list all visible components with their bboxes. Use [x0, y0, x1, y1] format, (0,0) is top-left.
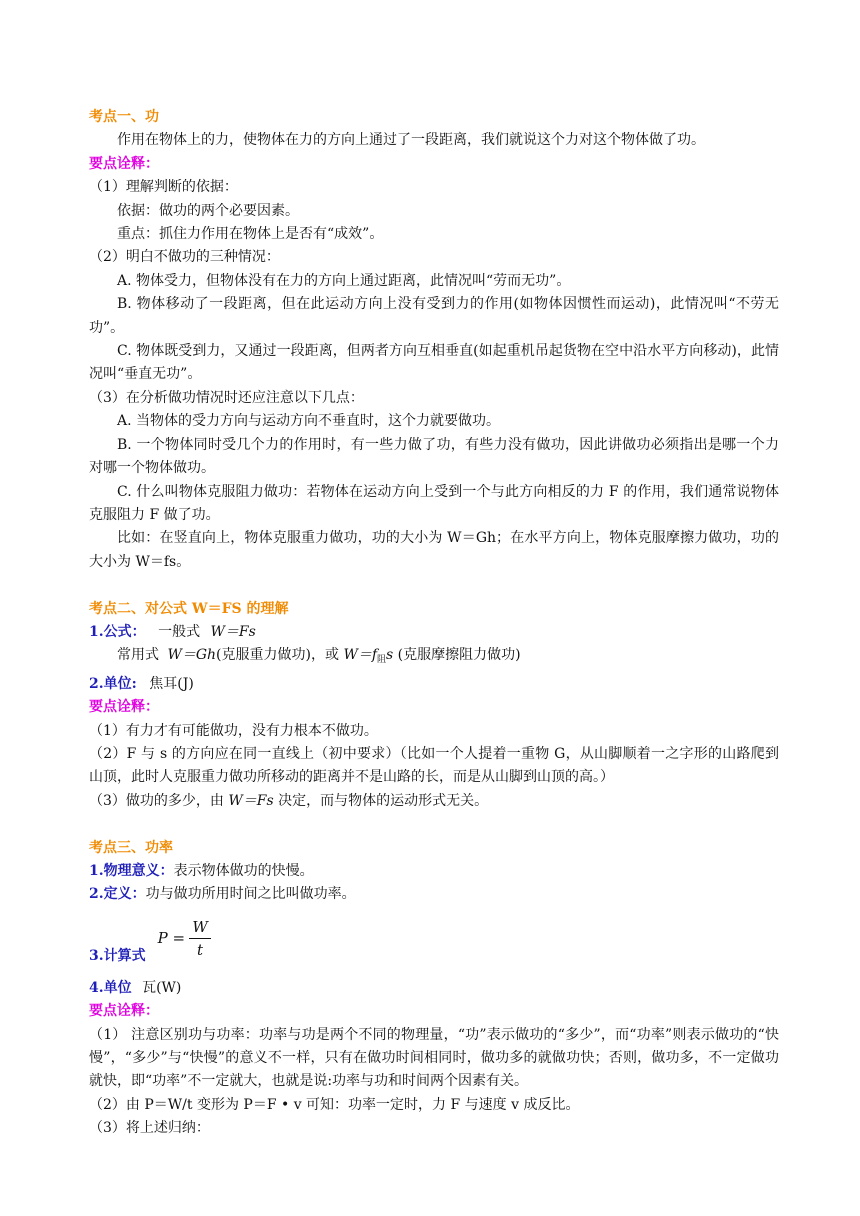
formula-fs-s: s — [386, 647, 394, 664]
formula-gh: W＝Gh — [167, 647, 217, 664]
key-points-label-3: 要点诠释： — [89, 1003, 159, 1020]
section-title-power: 考点三、功率 — [89, 839, 173, 856]
formula-fs-sub: 阻 — [377, 655, 387, 666]
formula-gh-note: (克服重力做功)，或 — [216, 647, 339, 664]
power-formula — [158, 918, 211, 959]
point-1: （1）理解判断的依据： — [89, 179, 238, 196]
key-points-label-2: 要点诠释： — [89, 699, 159, 716]
formula-label: 1.公式： — [89, 623, 146, 640]
formula-point-3-c: 决定，而与物体的运动形式无关。 — [278, 792, 489, 809]
formula-point-3 — [89, 790, 779, 813]
formula-fs: W＝f — [343, 647, 378, 664]
formula-fs-note: (克服摩擦阻力做功) — [393, 647, 521, 664]
point-3b: B. 一个物体同时受几个力的作用时，有一些力做了功，有些力没有做功，因此讲做功必须指出是哪一个力对哪一个物体做功。 — [89, 436, 779, 477]
formula-point-2: （2）F 与 s 的方向应在同一直线上（初中要求）（比如一个人提着一重物 G，从山脚顺着一之字形的山路爬到山顶，此时人克服重力做功所移动的距离并不是山路的长，而是从山脚到山顶的高。） — [89, 745, 779, 786]
formula-point-1: （1）有力才有可能做功，没有力根本不做功。 — [89, 722, 378, 739]
power-formula-lhs: P = — [157, 929, 186, 948]
document-page — [89, 106, 779, 1141]
power-point-2: （2）由 P＝W/t 变形为 P＝F • v 可知：功率一定时，力 F 与速度 v 成反比。 — [89, 1096, 580, 1113]
key-points-label: 要点诠释： — [89, 155, 159, 172]
point-1a: 依据：做功的两个必要因素。 — [117, 202, 299, 219]
point-3: （3）在分析做功情况时还应注意以下几点： — [89, 389, 364, 406]
point-2: （2）明白不做功的三种情况： — [89, 249, 280, 266]
point-3c: C. 什么叫物体克服阻力做功：若物体在运动方向上受到一个与此方向相反的力 F 的作用，我们通常说物体克服阻力 F 做了功。 — [89, 483, 779, 523]
meaning-line — [89, 860, 779, 883]
formula-general-line — [89, 621, 779, 644]
formula-general: W＝Fs — [210, 623, 256, 640]
point-3a: A. 当物体的受力方向与运动方向不垂直时，这个力就要做功。 — [117, 413, 501, 430]
formula-point-3-a: （3）做功的多少，由 — [89, 792, 224, 809]
power-fraction-denominator: t — [197, 940, 204, 959]
section-title-work: 考点一、功 — [89, 109, 159, 125]
point-2a: A. 物体受力，但物体没有在力的方向上通过距离，此情况叫“劳而无功”。 — [117, 272, 571, 289]
calc-label: 3.计算式 — [89, 948, 146, 965]
definition-label: 2.定义： — [89, 886, 146, 903]
unit-line — [89, 673, 779, 696]
power-point-3: （3）将上述归纳： — [89, 1120, 210, 1137]
point-2c: C. 物体既受到力，又通过一段距离，但两者方向互相垂直(如起重机吊起货物在空中沿水平方向移动)，此情况叫“垂直无功”。 — [89, 343, 779, 383]
definition-line — [89, 883, 779, 906]
formula-common-line — [89, 644, 779, 672]
calc-formula-row — [89, 907, 779, 969]
point-2b: B. 物体移动了一段距离，但在此运动方向上没有受到力的作用(如物体因惯性而运动)，此情况叫“不劳无功”。 — [89, 296, 779, 336]
fraction-bar — [189, 938, 211, 939]
power-fraction-numerator: W — [192, 917, 208, 936]
power-fraction — [189, 918, 211, 959]
point-1b: 重点：抓住力作用在物体上是否有“成效”。 — [117, 226, 384, 243]
point-3d: 比如：在竖直向上，物体克服重力做功，功的大小为 W＝Gh；在水平方向上，物体克服摩擦力做功，功的大小为 W＝fs。 — [89, 530, 779, 570]
unit-value: 焦耳(J) — [149, 675, 194, 692]
work-definition: 作用在物体上的力，使物体在力的方向上通过了一段距离，我们就说这个力对这个物体做了功。 — [117, 132, 705, 149]
power-unit-label: 4.单位 — [89, 979, 132, 996]
section-title-formula: 考点二、对公式 W＝FS 的理解 — [89, 600, 289, 617]
definition-value: 功与做功所用时间之比叫做功率。 — [145, 886, 356, 903]
power-unit-line — [89, 977, 779, 1000]
power-unit-value: 瓦(W) — [142, 979, 182, 996]
formula-general-prefix: 一般式 — [158, 623, 201, 640]
power-point-1: （1） 注意区别功与功率：功率与功是两个不同的物理量，“功”表示做功的“多少”，而“功率”则表示做功的“快慢”，“多少”与“快慢”的意义不一样，只有在做功时间相同时，做功多的就做功快；否则，做功多，不一定做功就快，即“功率”不一定就大，也就是说:功率与功和时间两个因素有关。 — [89, 1026, 779, 1090]
formula-point-3-b: W＝Fs — [228, 792, 274, 809]
meaning-label: 1.物理意义： — [89, 862, 174, 879]
unit-label: 2.单位: — [89, 675, 137, 692]
meaning-value: 表示物体做功的快慢。 — [173, 862, 314, 879]
formula-common-prefix: 常用式 — [117, 647, 159, 664]
